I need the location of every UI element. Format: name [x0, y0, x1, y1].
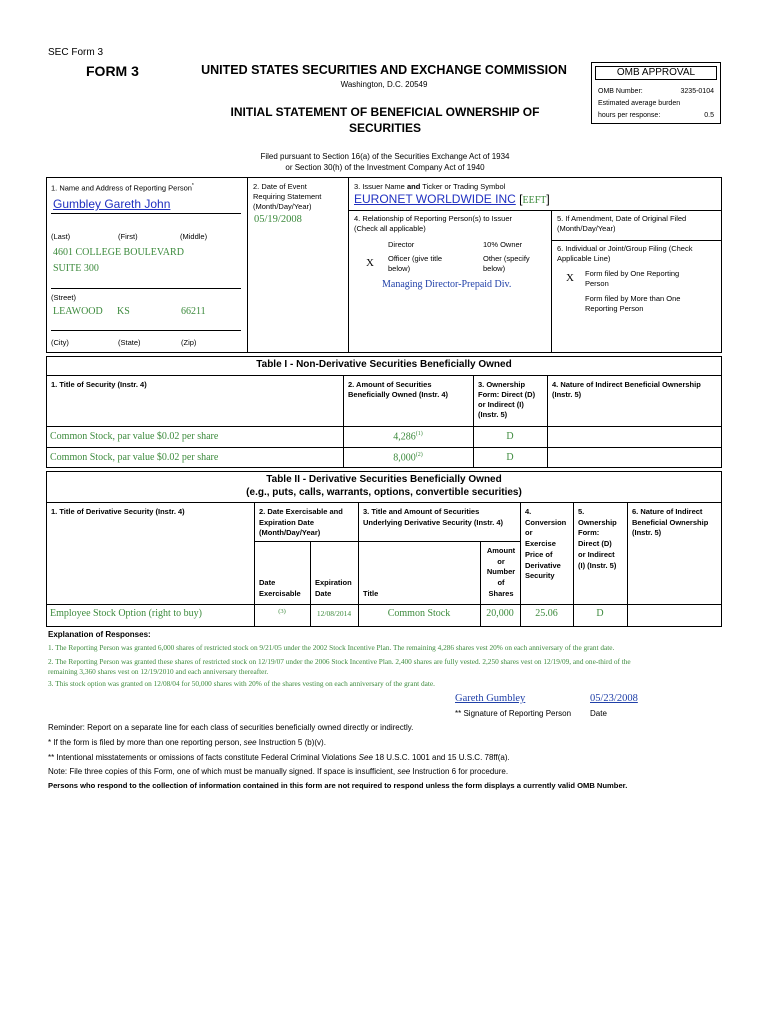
- table-1-title: Table I - Non-Derivative Securities Beneficially Owned: [256, 359, 512, 370]
- note-copies: Note: File three copies of this Form, one of which must be manually signed. If space is insufficient, see Instruction 6 for procedure.: [48, 767, 509, 776]
- first-label: (First): [118, 232, 138, 241]
- note-multiple-persons: * If the form is filed by more than one reporting person, see Instruction 5 (b)(v).: [48, 738, 326, 747]
- signature-name: Gareth Gumbley: [455, 693, 526, 704]
- hours-value: 0.5: [704, 112, 714, 119]
- t2-r1-underlying: Common Stock: [387, 608, 451, 619]
- street-line-1: 4601 COLLEGE BOULEVARD: [53, 247, 184, 258]
- t2-r1-price: 25.06: [535, 608, 558, 619]
- issuer-line: EURONET WORLDWIDE INC [EEFT]: [354, 192, 550, 206]
- box6-label: 6. Individual or Joint/Group Filing (Check Applicable Line): [557, 244, 693, 263]
- omb-title: OMB APPROVAL: [595, 66, 717, 80]
- city-value: LEAWOOD: [53, 306, 103, 317]
- zip-label: (Zip): [181, 338, 197, 347]
- t2-sub-title: Title: [363, 589, 379, 598]
- filed-pursuant-2: or Section 30(h) of the Investment Company Act of 1940: [285, 163, 485, 172]
- omb-number-value: 3235-0104: [680, 88, 714, 95]
- commission-location: Washington, D.C. 20549: [340, 80, 428, 89]
- street-label: (Street): [51, 293, 77, 302]
- footnote-2-line-1: 2. The Reporting Person was granted these shares of restricted stock on 12/19/07 under the 2006 Stock Incentive Plan. 2,400 shares are fully vested. 2,250 shares vest on 12/19/09, and one-third of the: [48, 657, 631, 666]
- t2-r1-expiration: 12/08/2014: [316, 609, 352, 618]
- box4-label: 4. Relationship of Reporting Person(s) to Issuer (Check all applicable): [354, 214, 512, 233]
- issuer-name[interactable]: EURONET WORLDWIDE INC: [354, 192, 516, 206]
- t2-col3-header: 3. Title and Amount of Securities Underlying Derivative Security (Instr. 4): [363, 507, 504, 527]
- t1-col4-header: 4. Nature of Indirect Beneficial Ownership (Instr. 5): [552, 380, 701, 399]
- filed-pursuant-1: Filed pursuant to Section 16(a) of the Securities Exchange Act of 1934: [260, 152, 510, 161]
- officer-option: Officer (give title below): [388, 254, 443, 273]
- burden-label: Estimated average burden: [598, 100, 681, 107]
- t1-col2-header: 2. Amount of Securities Beneficially Owned (Instr. 4): [348, 380, 449, 399]
- t2-sub-amount: Amount or Number of Shares: [486, 546, 516, 598]
- signature-date: 05/23/2008: [590, 693, 638, 704]
- ten-percent-owner-option: 10% Owner: [483, 240, 523, 249]
- date-label: Date: [590, 709, 607, 718]
- table-2-title-1: Table II - Derivative Securities Beneficially Owned: [266, 474, 502, 485]
- t2-col6-header: 6. Nature of Indirect Beneficial Ownership (Instr. 5): [632, 507, 709, 537]
- reporting-person-name[interactable]: Gumbley Gareth John: [53, 197, 171, 211]
- one-person-check-mark: X: [566, 272, 574, 284]
- state-value: KS: [117, 306, 130, 317]
- zip-value: 66211: [181, 306, 206, 317]
- multiple-persons-option: Form filed by More than One Reporting Person: [585, 294, 681, 313]
- omb-number-label: OMB Number:: [598, 88, 643, 95]
- footnote-3: 3. This stock option was granted on 12/08/04 for 50,000 shares with 20% of the shares vesting on each anniversary of the grant date.: [48, 679, 435, 688]
- t2-col2-header: 2. Date Exercisable and Expiration Date (Month/Day/Year): [259, 507, 343, 537]
- t2-sub-date-exercisable: Date Exercisable: [259, 578, 301, 598]
- sec-form-label: SEC Form 3: [48, 47, 104, 58]
- officer-check-mark: X: [366, 257, 374, 269]
- explanation-heading: Explanation of Responses:: [48, 630, 151, 639]
- box5-label: 5. If Amendment, Date of Original Filed (Month/Day/Year): [557, 214, 687, 233]
- one-person-option: Form filed by One Reporting Person: [585, 269, 680, 288]
- middle-label: (Middle): [180, 232, 208, 241]
- city-label: (City): [51, 338, 69, 347]
- t1-r2-amount: 8,000$^{(2)}$: [393, 452, 423, 464]
- table-2-title-2: (e.g., puts, calls, warrants, options, convertible securities): [246, 487, 522, 498]
- commission-title: UNITED STATES SECURITIES AND EXCHANGE COMMISSION: [201, 63, 567, 77]
- officer-title: Managing Director-Prepaid Div.: [382, 279, 512, 290]
- t1-r2-title: Common Stock, par value $0.02 per share: [50, 452, 219, 463]
- form-title: FORM 3: [86, 63, 139, 79]
- t1-r1-form: D: [506, 431, 514, 442]
- box3-label: 3. Issuer Name and Ticker or Trading Symbol: [354, 182, 506, 191]
- omb-approval-box: [591, 62, 721, 124]
- statement-title-1: INITIAL STATEMENT OF BENEFICIAL OWNERSHIP OF: [230, 105, 540, 119]
- box1-label: 1. Name and Address of Reporting Person*: [51, 183, 194, 193]
- last-label: (Last): [51, 232, 71, 241]
- t1-r1-amount: 4,286$^{(1)}$: [393, 431, 423, 443]
- t2-r1-title: Employee Stock Option (right to buy): [50, 608, 202, 619]
- t1-col3-header: 3. Ownership Form: Direct (D) or Indirect (I) (Instr. 5): [478, 380, 536, 419]
- box2-label: 2. Date of Event Requiring Statement (Month/Day/Year): [253, 182, 322, 211]
- t1-r1-title: Common Stock, par value $0.02 per share: [50, 431, 219, 442]
- t1-r2-form: D: [506, 452, 514, 463]
- state-label: (State): [118, 338, 141, 347]
- t2-col4-header: 4. Conversion or Exercise Price of Derivative Security: [525, 507, 567, 581]
- t2-r1-date-exercisable: (3): [278, 608, 286, 615]
- street-line-2: SUITE 300: [53, 263, 99, 274]
- t2-col1-header: 1. Title of Derivative Security (Instr. 4): [51, 507, 185, 516]
- t2-r1-amount: 20,000: [486, 608, 514, 619]
- ticker-symbol: EEFT: [522, 195, 547, 206]
- reminder-note: Reminder: Report on a separate line for each class of securities beneficially owned directly or indirectly.: [48, 723, 414, 732]
- t2-col5-header: 5. Ownership Form: Direct (D) or Indirect (I) (Instr. 5): [578, 507, 617, 570]
- footnote-2-line-2: remaining 3,360 shares vest on 12/19/2010 and each anniversary thereafter.: [48, 667, 269, 676]
- other-option: Other (specify below): [483, 254, 530, 273]
- signature-label: ** Signature of Reporting Person: [455, 709, 572, 718]
- note-misstatements: ** Intentional misstatements or omissions of facts constitute Federal Criminal Violations See 18 U.S.C. 1001 and 15 U.S.C. 78ff(a).: [48, 753, 510, 762]
- t2-sub-expiration: Expiration Date: [315, 578, 352, 598]
- t2-r1-form: D: [596, 608, 604, 619]
- statement-title-2: SECURITIES: [348, 121, 421, 135]
- note-omb: Persons who respond to the collection of information contained in this form are not required to respond unless the form displays a currently valid OMB Number.: [48, 781, 628, 790]
- footnote-1: 1. The Reporting Person was granted 6,000 shares of restricted stock on 9/21/05 under the 2002 Stock Incentive Plan. The remaining 4,286 shares vest 20% on each anniversary of the grant date.: [48, 643, 615, 652]
- event-date: 05/19/2008: [254, 214, 302, 225]
- director-option: Director: [388, 240, 415, 249]
- t1-col1-header: 1. Title of Security (Instr. 4): [51, 380, 147, 389]
- hours-label: hours per response:: [598, 112, 661, 119]
